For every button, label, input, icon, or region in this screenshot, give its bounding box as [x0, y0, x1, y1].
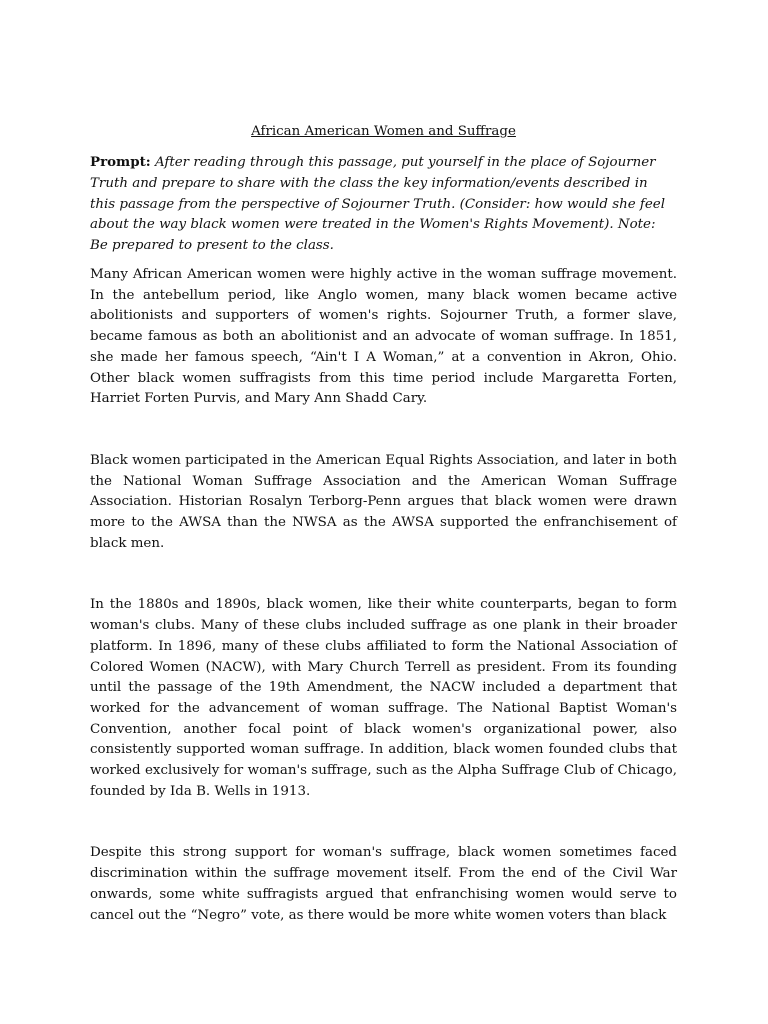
paragraph-2: Black women participated in the American Equal Rights Association, and later in both the National Woman Suffrage Association and the American Woman Suffrage Association. Historian Rosalyn Terborg-Penn argues that black women were drawn more to the AWSA than the NWSA as the AWSA supported the enfranchisement of black men.: [90, 452, 677, 551]
prompt-text: After reading through this passage, put yourself in the place of Sojourner Truth and prepare to share with the class the key information/events described in this passage from the perspective of Sojourner Truth. (Consider: how would she feel about the way black women were treated in the Women's Rights Movement). Note: Be prepared to present to the class.: [90, 155, 666, 254]
paragraph-1: Many African American women were highly active in the woman suffrage movement. In the antebellum period, like Anglo women, many black women became active abolitionists and supporters of women's rights. Sojourner Truth, a former slave, became famous as both an abolitionist and an advocate of woman suffrage. In 1851, she made her famous speech, “Ain't I A Woman,” at a convention in Akron, Ohio. Other black women suffragists from this time period include Margaretta Forten, Harriet Forten Purvis, and Mary Ann Shadd Cary.: [90, 266, 677, 407]
paragraph-4: Despite this strong support for woman's suffrage, black women sometimes faced discrimination within the suffrage movement itself. From the end of the Civil War onwards, some white suffragists argued that enfranchising women would serve to cancel out the “Negro” vote, as there would be more white women voters than black: [90, 845, 677, 923]
prompt-label: Prompt:: [90, 154, 151, 170]
document-title: African American Women and Suffrage: [251, 124, 516, 139]
paragraph-3: In the 1880s and 1890s, black women, like their white counterparts, began to form woman's clubs. Many of these clubs included suffrage as one plank in their broader platform. In 1896, many of these clubs affiliated to form the National Association of Colored Women (NACW), with Mary Church Terrell as president. From its founding until the passage of the 19th Amendment, the NACW included a department that worked for the advancement of woman suffrage. The National Baptist Woman's Convention, another focal point of black women's organizational power, also consistently supported woman suffrage. In addition, black women founded clubs that worked exclusively for woman's suffrage, such as the Alpha Suffrage Club of Chicago, founded by Ida B. Wells in 1913.: [90, 597, 677, 799]
prompt-block: [90, 152, 677, 257]
document-page: [90, 122, 677, 926]
